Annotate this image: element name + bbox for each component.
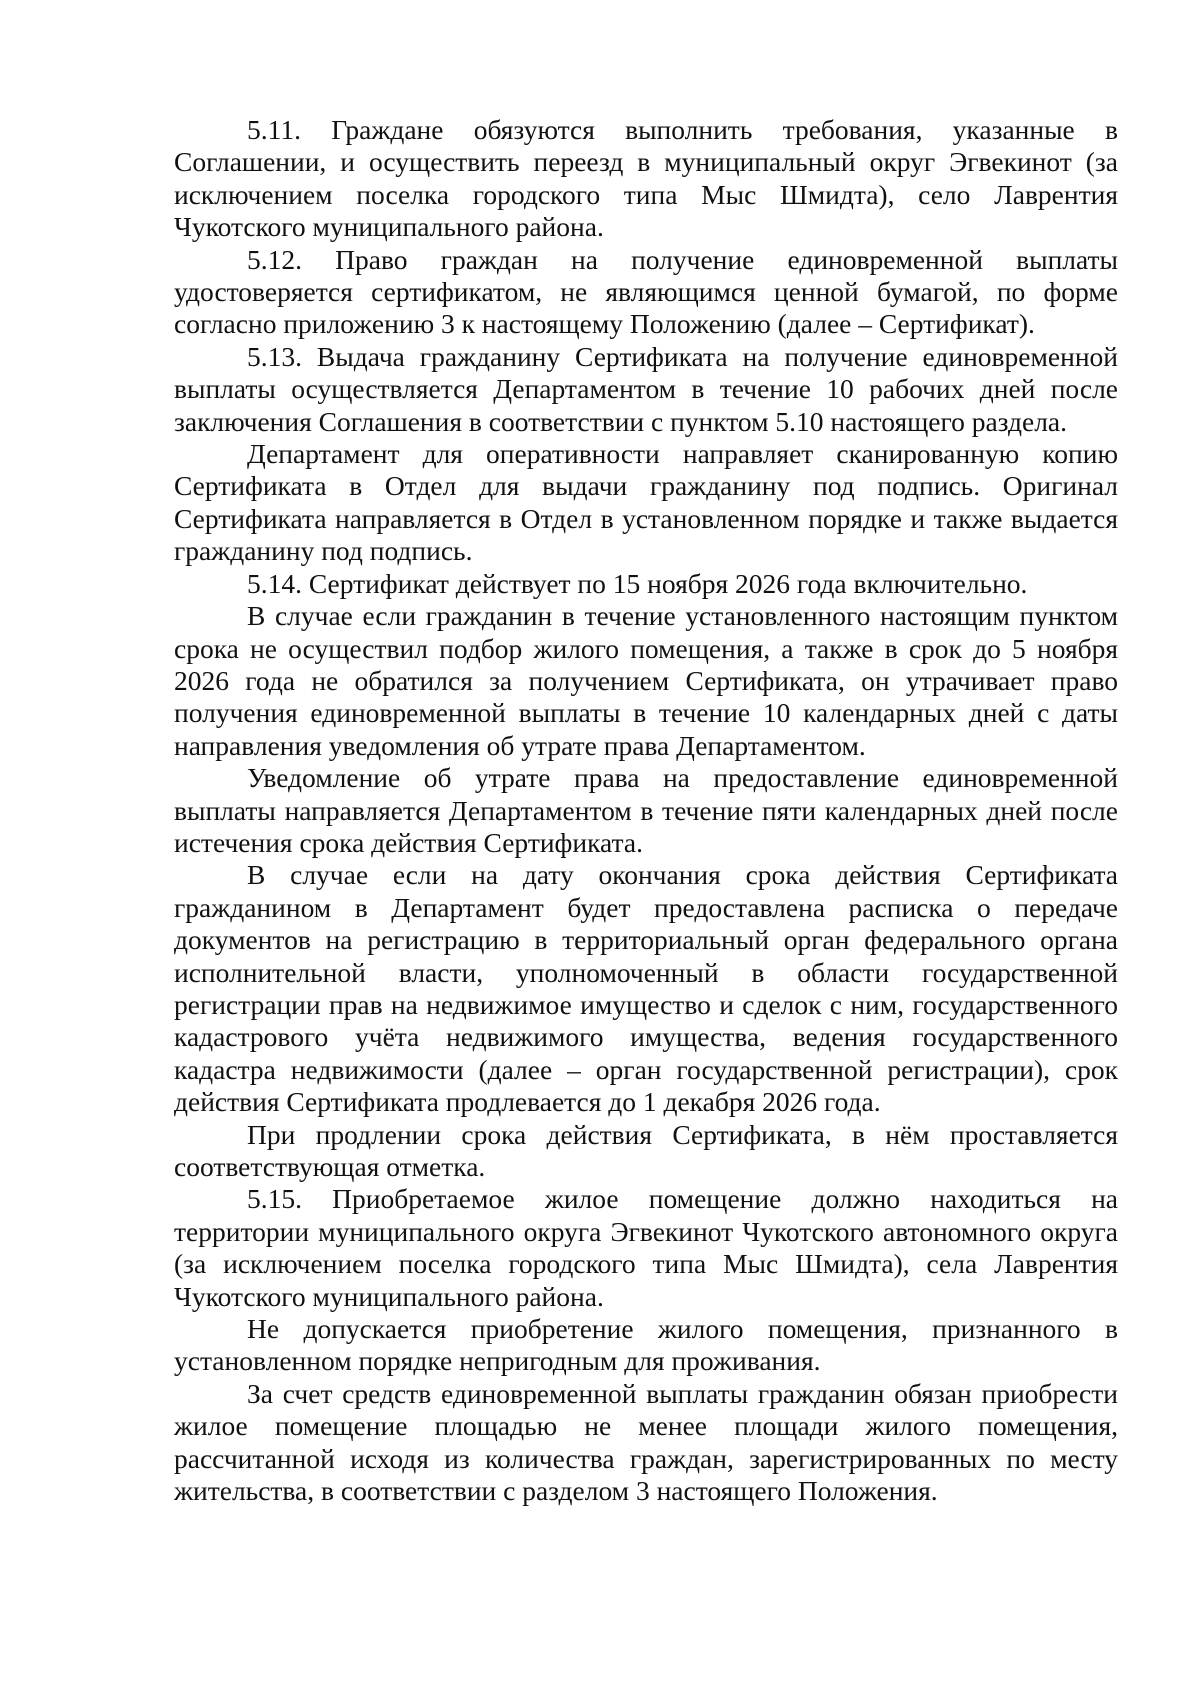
paragraph-5-15-unfit-housing: Не допускается приобретение жилого помещения, признанного в установленном порядке непригодным для проживания. [174, 1313, 1118, 1377]
paragraph-5-15: 5.15. Приобретаемое жилое помещение должно находиться на территории муниципального округа Эгвекинот Чукотского автономного округа (за исключением поселка городского типа Мыс Шмидта), села Лаврентия Чукотского муниципального района. [174, 1183, 1118, 1312]
paragraph-5-14-notification: Уведомление об утрате права на предоставление единовременной выплаты направляется Департаментом в течение пяти календарных дней после истечения срока действия Сертификата. [174, 762, 1118, 858]
paragraph-5-13: 5.13. Выдача гражданину Сертификата на получение единовременной выплаты осуществляется Департаментом в течение 10 рабочих дней после заключения Соглашения в соответствии с пунктом 5.10 настоящего раздела. [174, 340, 1118, 437]
paragraph-5-13-scan-copy: Департамент для оперативности направляет сканированную копию Сертификата в Отдел для выдачи гражданину под подпись. Оригинал Сертификата направляется в Отдел в установленном порядке и также выдается гражданину под подпись. [174, 438, 1118, 567]
paragraph-5-15-area-requirement: За счет средств единовременной выплаты гражданин обязан приобрести жилое помещение площадью не менее площади жилого помещения, рассчитанной исходя из количества граждан, зарегистрированных по месту жительства, в соответствии с разделом 3 настоящего Положения. [174, 1377, 1118, 1507]
paragraph-5-14-extension-mark: При продлении срока действия Сертификата, в нём проставляется соответствующая отметка. [174, 1118, 1118, 1182]
paragraph-5-14-loss-of-right: В случае если гражданин в течение установленного настоящим пунктом срока не осуществил подбор жилого помещения, а также в срок до 5 ноября 2026 года не обратился за получением Сертификата, он утрачивает право получения единовременной выплаты в течение 10 календарных дней с даты направления уведомления об утрате права Департаментом. [174, 600, 1118, 761]
paragraph-5-14: 5.14. Сертификат действует по 15 ноября 2026 года включительно. [247, 567, 1028, 599]
paragraph-5-12: 5.12. Право граждан на получение единовременной выплаты удостоверяется сертификатом, не являющимся ценной бумагой, по форме согласно приложению 3 к настоящему Положению (далее – Сертификат). [174, 243, 1118, 340]
paragraph-5-14-extension: В случае если на дату окончания срока действия Сертификата гражданином в Департамент будет предоставлена расписка о передаче документов на регистрацию в территориальный орган федерального органа исполнительной власти, уполномоченный в области государственной регистрации прав на недвижимое имущество и сделок с ним, государственного кадастрового учёта недвижимого имущества, ведения государственного кадастра недвижимости (далее – орган государственной регистрации), срок действия Сертификата продлевается до 1 декабря 2026 года. [174, 859, 1118, 1118]
document-body [174, 114, 1118, 1507]
paragraph-5-11: 5.11. Граждане обязуются выполнить требования, указанные в Соглашении, и осуществить переезд в муниципальный округ Эгвекинот (за исключением поселка городского типа Мыс Шмидта), село Лаврентия Чукотского муниципального района. [174, 114, 1118, 243]
